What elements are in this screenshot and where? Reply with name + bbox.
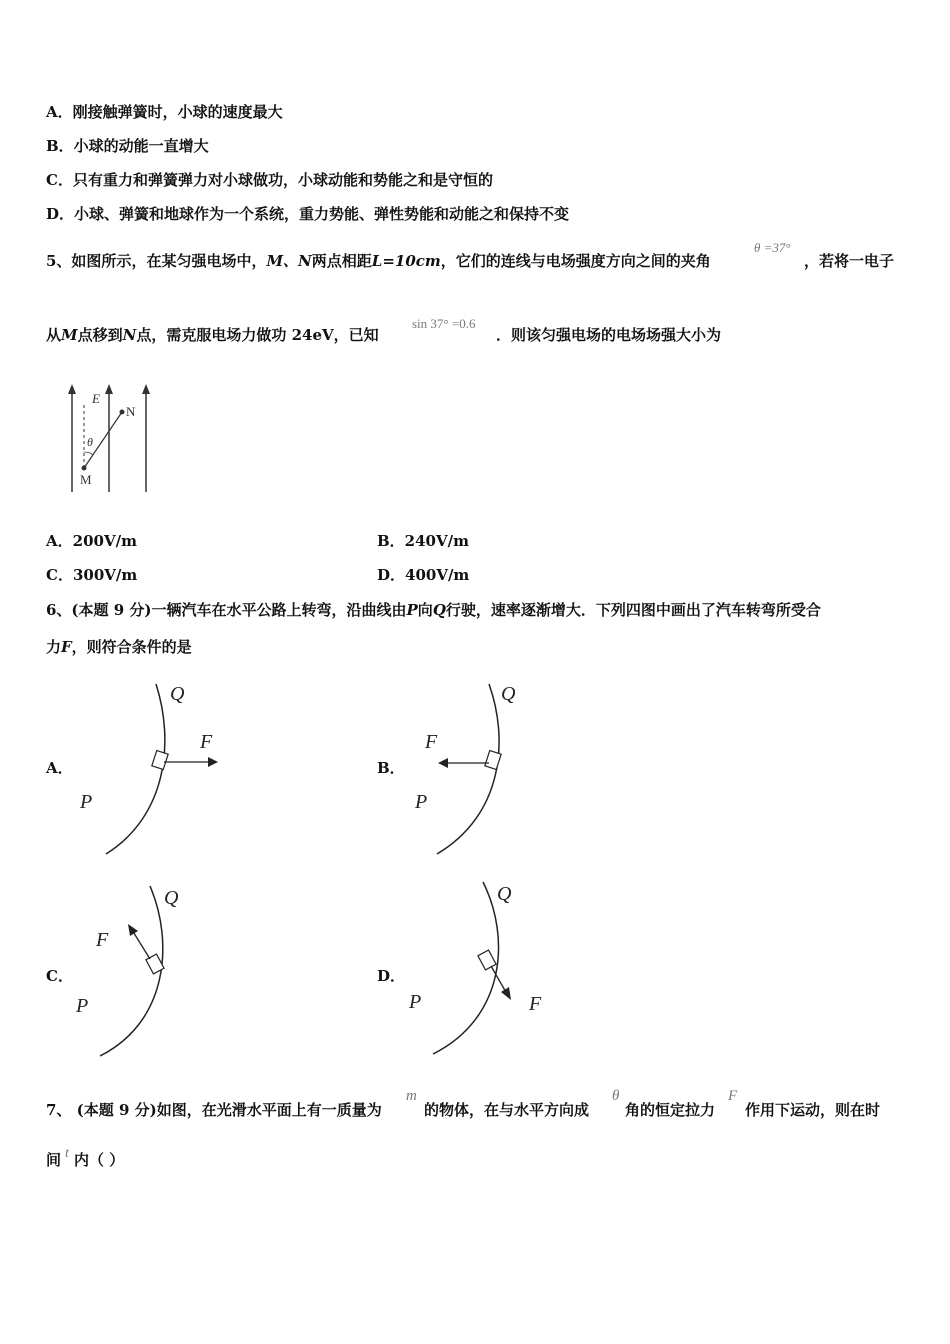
label-p: P xyxy=(409,991,422,1013)
q7-line-2-part-1: 间 xyxy=(46,1151,62,1169)
car-block xyxy=(485,751,501,770)
field-arrow-left xyxy=(68,384,76,394)
point-n xyxy=(120,410,125,415)
q5-option-b: B．240V/m xyxy=(377,532,469,550)
label-q: Q xyxy=(164,887,179,909)
force-arrow-head xyxy=(208,757,218,767)
q7-theta-formula: θ xyxy=(612,1088,620,1104)
curve-path xyxy=(437,684,499,854)
label-q: Q xyxy=(170,683,185,705)
q5-option-d: D．400V/m xyxy=(377,566,470,584)
force-arrow-head xyxy=(128,924,138,936)
q6-figure-a xyxy=(70,680,240,860)
q6-line-2: 力F，则符合条件的是 xyxy=(46,638,192,656)
label-p: P xyxy=(76,995,89,1017)
q5-line-1-end: ，若将一电子 xyxy=(804,252,895,270)
force-arrow-head xyxy=(438,758,448,768)
q5-line-2: 从M点移到N点，需克服电场力做功 24eV，已知 xyxy=(46,326,379,344)
label-f: F xyxy=(96,929,109,951)
q5-theta-formula: θ =37° xyxy=(754,240,791,255)
q6-figure-b xyxy=(405,680,575,860)
q7-t-formula: t xyxy=(65,1146,69,1161)
q6-option-d-letter: D． xyxy=(377,967,406,985)
label-e: E xyxy=(92,391,100,406)
label-p: P xyxy=(80,791,93,813)
q6-figure-c xyxy=(70,882,240,1062)
angle-arc xyxy=(84,452,93,455)
q6-line-1: 6、(本题 9 分)一辆汽车在水平公路上转弯，沿曲线由P向Q行驶，速率逐渐增大．下列四图中画出了汽车转弯所受合 xyxy=(46,601,821,619)
q6-option-b-letter: B． xyxy=(377,759,405,777)
q5-mn: M、N xyxy=(266,252,312,270)
force-arrow-line xyxy=(132,930,150,959)
field-arrow-right xyxy=(142,384,150,394)
q7-line-1-part-4: 作用下运动，则在时 xyxy=(745,1101,881,1119)
q6-option-c-letter: C． xyxy=(46,967,73,985)
q4-option-c: C．只有重力和弹簧弹力对小球做功，小球动能和势能之和是守恒的 xyxy=(46,171,493,189)
q5-line-1: 5、如图所示，在某匀强电场中，M、N两点相距L=10cm，它们的连线与电场强度方向之间的夹角 xyxy=(46,252,711,270)
q6-figure-d xyxy=(405,878,575,1058)
q7-line-1-part-1: 7、 (本题 9 分)如图，在光滑水平面上有一质量为 xyxy=(46,1101,382,1119)
label-n: N xyxy=(126,404,136,419)
label-theta: θ xyxy=(87,435,93,449)
label-f: F xyxy=(200,731,213,753)
label-q: Q xyxy=(501,683,516,705)
label-f: F xyxy=(529,993,542,1015)
q5-l: L=10cm xyxy=(371,252,441,270)
q4-option-a: A．刚接触弹簧时，小球的速度最大 xyxy=(46,103,283,121)
q6-option-a-letter: A． xyxy=(46,759,73,777)
q5-option-c: C．300V/m xyxy=(46,566,138,584)
label-m: M xyxy=(80,472,92,487)
q4-option-b: B．小球的动能一直增大 xyxy=(46,137,209,155)
curve-path xyxy=(106,684,165,854)
force-arrow-head xyxy=(501,987,511,1000)
q5-sin-formula: sin 37° =0.6 xyxy=(412,316,476,331)
q7-line-1-part-3: 角的恒定拉力 xyxy=(625,1101,716,1119)
label-p: P xyxy=(415,791,428,813)
label-q: Q xyxy=(497,883,512,905)
q7-line-1-part-2: 的物体，在与水平方向成 xyxy=(424,1101,590,1119)
q5-option-a: A．200V/m xyxy=(46,532,137,550)
q5-line-2-end: ．则该匀强电场的电场场强大小为 xyxy=(496,326,722,344)
car-block xyxy=(478,950,496,970)
field-arrow-middle xyxy=(105,384,113,394)
q7-f-formula: F xyxy=(728,1088,738,1104)
q5-field-figure xyxy=(60,380,160,500)
car-block xyxy=(152,751,168,770)
q7-line-2-part-2: 内（ ） xyxy=(74,1151,125,1169)
label-f: F xyxy=(425,731,438,753)
q7-m-formula: m xyxy=(406,1088,417,1104)
q4-option-d: D．小球、弹簧和地球作为一个系统，重力势能、弹性势能和动能之和保持不变 xyxy=(46,205,570,223)
point-m xyxy=(82,466,87,471)
